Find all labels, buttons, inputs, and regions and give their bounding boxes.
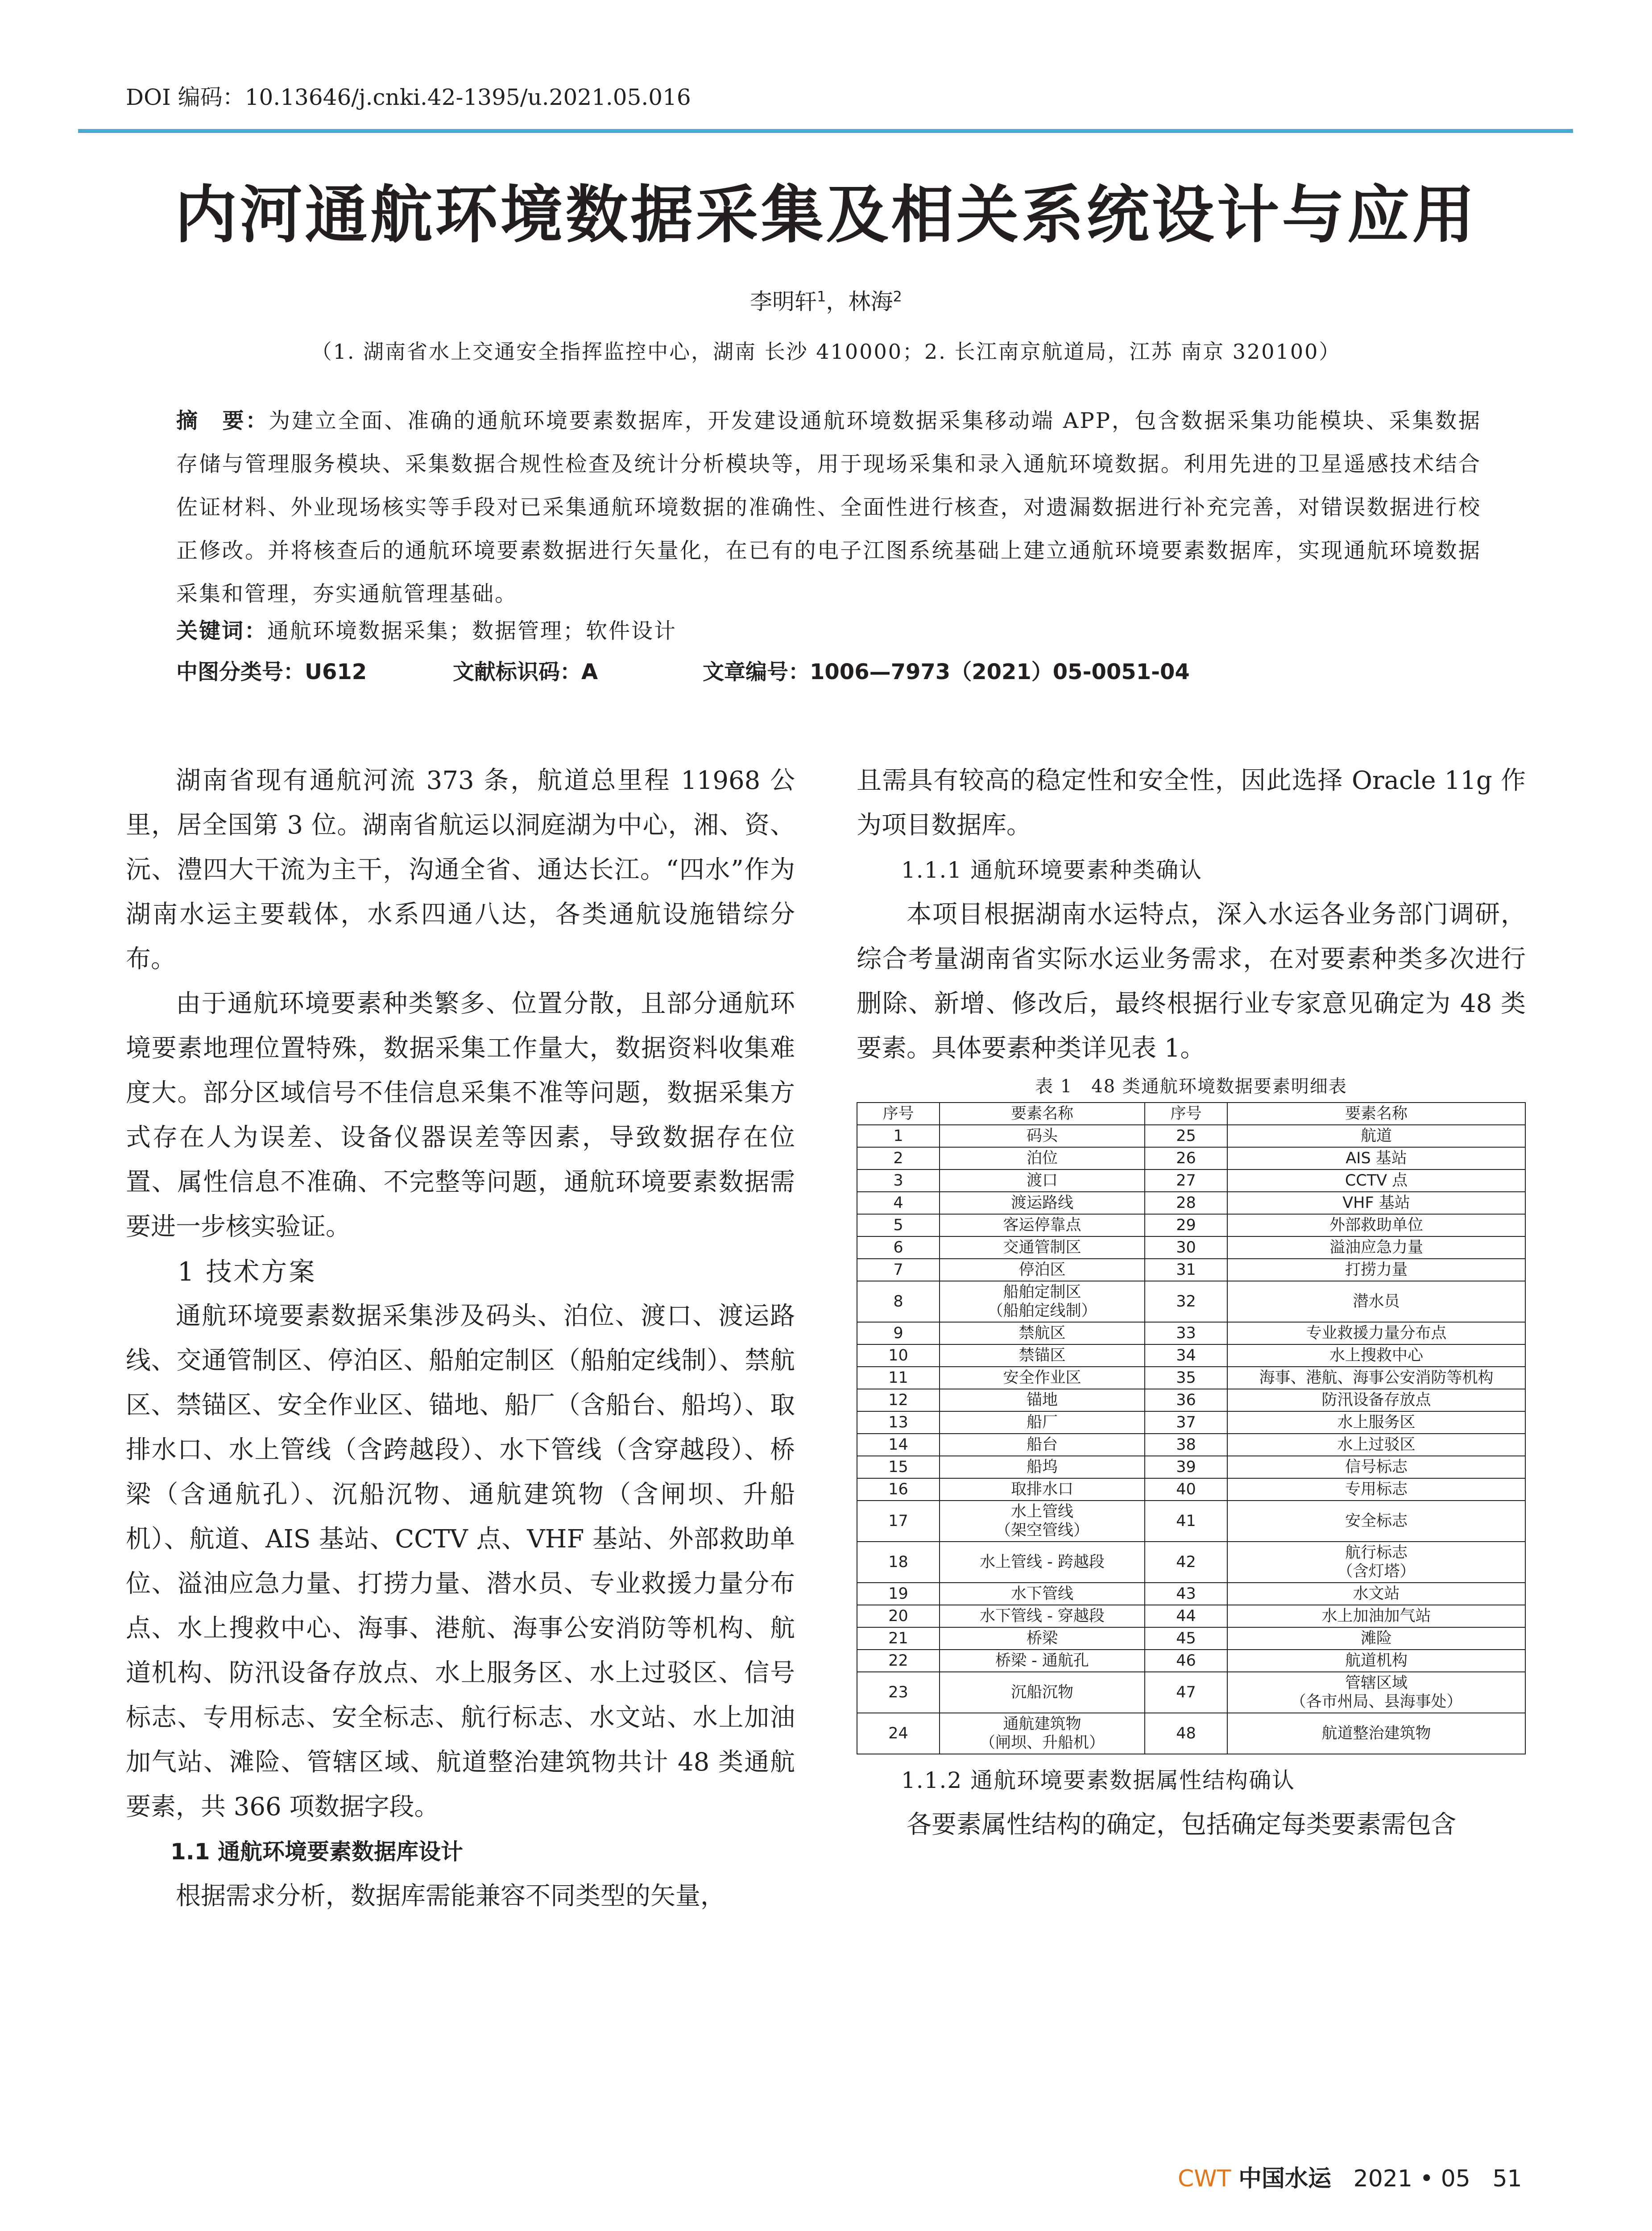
table-cell: 船台 — [940, 1434, 1145, 1456]
table-row — [857, 1672, 1525, 1713]
table-cell: 14 — [857, 1434, 940, 1456]
table-cell: 32 — [1145, 1281, 1227, 1322]
keywords-label: 关键词： — [176, 618, 268, 643]
header-rule — [78, 129, 1573, 133]
table-cell: 11 — [857, 1367, 940, 1389]
table-header-row — [857, 1103, 1525, 1125]
table-cell: 34 — [1145, 1344, 1227, 1367]
table-row — [857, 1627, 1525, 1650]
table-cell: 25 — [1145, 1125, 1227, 1147]
table-cell: 48 — [1145, 1713, 1227, 1754]
body-paragraph: 且需具有较高的稳定性和安全性，因此选择 Oracle 11g 作为项目数据库。 — [857, 766, 1526, 840]
body-paragraph: 根据需求分析，数据库需能兼容不同类型的矢量， — [176, 1882, 725, 1911]
table-cell: 29 — [1145, 1214, 1227, 1236]
author-separator: ， — [826, 289, 849, 315]
keywords — [176, 614, 677, 644]
table-cell: 18 — [857, 1542, 940, 1583]
table-cell: 23 — [857, 1672, 940, 1713]
table-header-cell: 要素名称 — [1227, 1103, 1525, 1125]
table-cell: 禁锚区 — [940, 1344, 1145, 1367]
table-cell: 3 — [857, 1169, 940, 1192]
table-cell: 35 — [1145, 1367, 1227, 1389]
document-code: 文献标识码：A — [453, 659, 598, 684]
table-row — [857, 1456, 1525, 1478]
table-row — [857, 1281, 1525, 1322]
table-cell: 管辖区域 （各市州局、县海事处） — [1227, 1672, 1525, 1713]
table-cell: 交通管制区 — [940, 1236, 1145, 1259]
elements-table — [857, 1102, 1526, 1754]
table-cell: 专业救援力量分布点 — [1227, 1322, 1525, 1344]
table-cell: 40 — [1145, 1478, 1227, 1501]
right-column — [857, 759, 1526, 1847]
subsection-heading: 1.1 通航环境要素数据库设计 — [170, 1839, 463, 1865]
table-cell: 桥梁 — [940, 1627, 1145, 1650]
table-cell: 10 — [857, 1344, 940, 1367]
table-cell: 26 — [1145, 1147, 1227, 1169]
table-cell: 桥梁 - 通航孔 — [940, 1650, 1145, 1672]
table-row — [857, 1125, 1525, 1147]
table-cell: 取排水口 — [940, 1478, 1145, 1501]
table-cell: 潜水员 — [1227, 1281, 1525, 1322]
affiliations: （1. 湖南省水上交通安全指挥监控中心，湖南 长沙 410000；2. 长江南京航道局，江苏 南京 320100） — [311, 340, 1341, 364]
table-cell: 安全标志 — [1227, 1501, 1525, 1542]
body-paragraph: 本项目根据湖南水运特点，深入水运各业务部门调研，综合考量湖南省实际水运业务需求，在对要素种类多次进行删除、新增、修改后，最终根据行业专家意见确定为 48 类要素。具体要素种类详见表 1。 — [857, 900, 1526, 1063]
table-cell: 24 — [857, 1713, 940, 1754]
table-cell: 渡运路线 — [940, 1192, 1145, 1214]
clc-code: 中图分类号：U612 — [176, 659, 367, 684]
table-cell: 水下管线 - 穿越段 — [940, 1605, 1145, 1627]
issue-number: 2021 • 05 — [1353, 2165, 1470, 2192]
table-cell: 溢油应急力量 — [1227, 1236, 1525, 1259]
table-cell: 4 — [857, 1192, 940, 1214]
abstract-label: 摘 要： — [176, 408, 269, 433]
table-cell: 39 — [1145, 1456, 1227, 1478]
table-row — [857, 1713, 1525, 1754]
table-cell: 12 — [857, 1389, 940, 1411]
table-row — [857, 1501, 1525, 1542]
table-row — [857, 1147, 1525, 1169]
table-row — [857, 1259, 1525, 1281]
author-name: 李明轩 — [750, 289, 817, 315]
body-paragraph: 由于通航环境要素种类繁多、位置分散，且部分通航环境要素地理位置特殊，数据采集工作量大，数据资料收集难度大。部分区域信号不佳信息采集不准等问题，数据采集方式存在人为误差、设备仪器误差等因素，导致数据存在位置、属性信息不准确、不完整等问题，通航环境要素数据需要进一步核实验证。 — [126, 989, 795, 1241]
table-header-cell: 序号 — [857, 1103, 940, 1125]
table-header-cell: 要素名称 — [940, 1103, 1145, 1125]
table-body — [857, 1125, 1525, 1754]
table-row — [857, 1169, 1525, 1192]
table-cell: 航道 — [1227, 1125, 1525, 1147]
table-cell: 船厂 — [940, 1411, 1145, 1434]
table-cell: 航行标志 （含灯塔） — [1227, 1542, 1525, 1583]
table-cell: 水上管线 - 跨越段 — [940, 1542, 1145, 1583]
table-cell: 13 — [857, 1411, 940, 1434]
table-row — [857, 1214, 1525, 1236]
table-cell: 47 — [1145, 1672, 1227, 1713]
abstract — [176, 399, 1481, 616]
table-row — [857, 1411, 1525, 1434]
table-cell: 水上加油加气站 — [1227, 1605, 1525, 1627]
table-cell: 水上管线 （架空管线） — [940, 1501, 1145, 1542]
table-row — [857, 1650, 1525, 1672]
table-cell: 水文站 — [1227, 1583, 1525, 1605]
table-cell: 泊位 — [940, 1147, 1145, 1169]
table-cell: 5 — [857, 1214, 940, 1236]
abstract-text: 为建立全面、准确的通航环境要素数据库，开发建设通航环境数据采集移动端 APP，包含数据采集功能模块、采集数据存储与管理服务模块、采集数据合规性检查及统计分析模块等，用于现场采集和录入通航环境数据。利用先进的卫星遥感技术结合佐证材料、外业现场核实等手段对已采集通航环境数据的准确性、全面性进行核查，对遗漏数据进行补充完善，对错误数据进行校正修改。并将核查后的通航环境要素数据进行矢量化，在已有的电子江图系统基础上建立通航环境要素数据库，实现通航环境数据采集和管理，夯实通航管理基础。 — [176, 408, 1481, 606]
table-cell: 航道机构 — [1227, 1650, 1525, 1672]
table-row — [857, 1322, 1525, 1344]
page-number: 51 — [1492, 2165, 1522, 2192]
table-cell: 43 — [1145, 1583, 1227, 1605]
table-row — [857, 1542, 1525, 1583]
table-row — [857, 1583, 1525, 1605]
journal-logo: CWT — [1178, 2165, 1231, 2192]
table-cell: 安全作业区 — [940, 1367, 1145, 1389]
table-cell: 28 — [1145, 1192, 1227, 1214]
table-cell: 21 — [857, 1627, 940, 1650]
table-row — [857, 1605, 1525, 1627]
table-cell: 22 — [857, 1650, 940, 1672]
subsubsection-heading: 1.1.1 通航环境要素种类确认 — [901, 857, 1203, 883]
left-column — [126, 759, 795, 1919]
table-cell: 38 — [1145, 1434, 1227, 1456]
body-paragraph: 各要素属性结构的确定，包括确定每类要素需包含 — [907, 1810, 1456, 1839]
table-cell: 42 — [1145, 1542, 1227, 1583]
table-cell: CCTV 点 — [1227, 1169, 1525, 1192]
table-cell: 17 — [857, 1501, 940, 1542]
table-cell: 30 — [1145, 1236, 1227, 1259]
body-paragraph: 通航环境要素数据采集涉及码头、泊位、渡口、渡运路线、交通管制区、停泊区、船舶定制区（船舶定线制）、禁航区、禁锚区、安全作业区、锚地、船厂（含船台、船坞）、取排水口、水上管线（含跨越段）、水下管线（含穿越段）、桥梁（含通航孔）、沉船沉物、通航建筑物（含闸坝、升船机）、航道、AIS 基站、CCTV 点、VHF 基站、外部救助单位、溢油应急力量、打捞力量、潜水员、专业救援力量分布点、水上搜救中心、海事、港航、海事公安消防等机构、航道机构、防汛设备存放点、水上服务区、水上过驳区、信号标志、专用标志、安全标志、航行标志、水文站、水上加油加气站、滩险、管辖区域、航道整治建筑物共计 48 类通航要素，共 366 项数据字段。 — [126, 1302, 795, 1821]
table-cell: 船坞 — [940, 1456, 1145, 1478]
table-cell: 44 — [1145, 1605, 1227, 1627]
table-cell: 31 — [1145, 1259, 1227, 1281]
table-cell: 水下管线 — [940, 1583, 1145, 1605]
table-cell: 2 — [857, 1147, 940, 1169]
table-cell: 水上过驳区 — [1227, 1434, 1525, 1456]
article-meta — [176, 655, 1190, 685]
table-cell: 禁航区 — [940, 1322, 1145, 1344]
table-row — [857, 1434, 1525, 1456]
table-row — [857, 1236, 1525, 1259]
table-cell: 1 — [857, 1125, 940, 1147]
table-cell: 打捞力量 — [1227, 1259, 1525, 1281]
table-row — [857, 1478, 1525, 1501]
keywords-text: 通航环境数据采集；数据管理；软件设计 — [267, 618, 677, 643]
body-paragraph: 湖南省现有通航河流 373 条，航道总里程 11968 公里，居全国第 3 位。湖南省航运以洞庭湖为中心，湘、资、沅、澧四大干流为主干，沟通全省、通达长江。“四水”作为湖南水运主要载体，水系四通八达，各类通航设施错综分布。 — [126, 766, 795, 974]
table-cell: 通航建筑物 （闸坝、升船机） — [940, 1713, 1145, 1754]
table-cell: 45 — [1145, 1627, 1227, 1650]
table-cell: 停泊区 — [940, 1259, 1145, 1281]
table-cell: 水上搜救中心 — [1227, 1344, 1525, 1367]
author-name: 林海 — [848, 289, 893, 315]
table-cell: 46 — [1145, 1650, 1227, 1672]
table-cell: 6 — [857, 1236, 940, 1259]
table-header-cell: 序号 — [1145, 1103, 1227, 1125]
table-cell: 锚地 — [940, 1389, 1145, 1411]
table-cell: 客运停靠点 — [940, 1214, 1145, 1236]
table-caption: 表 1 48 类通航环境数据要素明细表 — [1035, 1076, 1347, 1097]
table-cell: 水上服务区 — [1227, 1411, 1525, 1434]
table-cell: 19 — [857, 1583, 940, 1605]
section-heading: 1 技术方案 — [178, 1256, 317, 1287]
table-cell: 信号标志 — [1227, 1456, 1525, 1478]
author-sup: 1 — [817, 288, 826, 305]
author-sup: 2 — [893, 288, 902, 305]
table-cell: 船舶定制区 （船舶定线制） — [940, 1281, 1145, 1322]
subsubsection-heading: 1.1.2 通航环境要素数据属性结构确认 — [901, 1767, 1296, 1793]
table-cell: 41 — [1145, 1501, 1227, 1542]
table-cell: 7 — [857, 1259, 940, 1281]
table-cell: 滩险 — [1227, 1627, 1525, 1650]
table-cell: AIS 基站 — [1227, 1147, 1525, 1169]
table-cell: 专用标志 — [1227, 1478, 1525, 1501]
table-cell: 码头 — [940, 1125, 1145, 1147]
table-cell: 20 — [857, 1605, 940, 1627]
journal-name: 中国水运 — [1238, 2165, 1332, 2192]
table-row — [857, 1367, 1525, 1389]
table-row — [857, 1344, 1525, 1367]
table-cell: 16 — [857, 1478, 940, 1501]
article-number: 文章编号：1006—7973（2021）05-0051-04 — [703, 659, 1190, 684]
table-cell: 渡口 — [940, 1169, 1145, 1192]
table-row — [857, 1192, 1525, 1214]
table-cell: 15 — [857, 1456, 940, 1478]
table-cell: 33 — [1145, 1322, 1227, 1344]
paper-title: 内河通航环境数据采集及相关系统设计与应用 — [174, 178, 1478, 252]
table-cell: 9 — [857, 1322, 940, 1344]
table-cell: VHF 基站 — [1227, 1192, 1525, 1214]
table-cell: 36 — [1145, 1389, 1227, 1411]
table-cell: 海事、港航、海事公安消防等机构 — [1227, 1367, 1525, 1389]
table-cell: 防汛设备存放点 — [1227, 1389, 1525, 1411]
page-footer — [1178, 2160, 1522, 2193]
table-cell: 航道整治建筑物 — [1227, 1713, 1525, 1754]
table-row — [857, 1389, 1525, 1411]
table-cell: 沉船沉物 — [940, 1672, 1145, 1713]
table-cell: 外部救助单位 — [1227, 1214, 1525, 1236]
table-cell: 8 — [857, 1281, 940, 1322]
author-line — [0, 284, 1652, 316]
table-cell: 27 — [1145, 1169, 1227, 1192]
doi-line: DOI 编码：10.13646/j.cnki.42-1395/u.2021.05.016 — [126, 84, 691, 110]
table-cell: 37 — [1145, 1411, 1227, 1434]
